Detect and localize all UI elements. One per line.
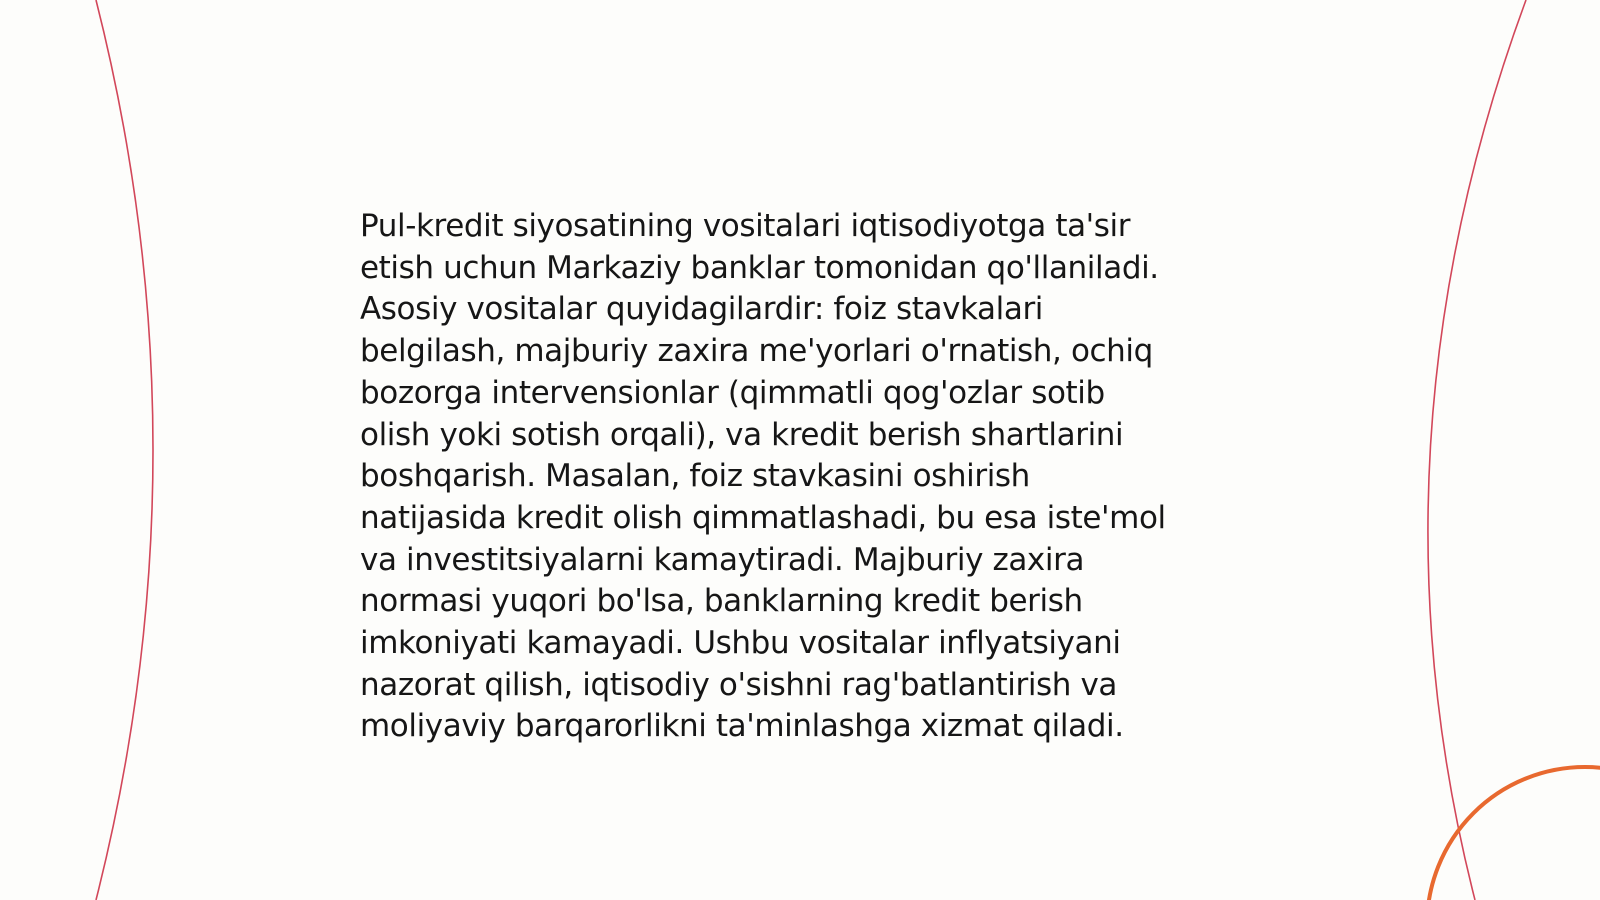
paragraph-line: bozorga intervensionlar (qimmatli qog'ozlar sotib: [360, 374, 1105, 411]
paragraph-line: Pul-kredit siyosatining vositalari iqtisodiyotga ta'sir: [360, 208, 1131, 244]
paragraph-line: Asosiy vositalar quyidagilardir: foiz stavkalari: [360, 291, 1044, 328]
paragraph-line: belgilash, majburiy zaxira me'yorlari o'rnatish, ochiq: [360, 333, 1153, 370]
paragraph-line: natijasida kredit olish qimmatlashadi, bu esa iste'mol: [360, 499, 1166, 536]
paragraph-line: normasi yuqori bo'lsa, banklarning kredit berish: [360, 583, 1083, 620]
paragraph-line: olish yoki sotish orqali), va kredit berish shartlarini: [360, 416, 1124, 453]
paragraph-line: imkoniyati kamayadi. Ushbu vositalar inflyatsiyani: [360, 625, 1121, 662]
left-red-arc: [96, 0, 153, 900]
paragraph-line: boshqarish. Masalan, foiz stavkasini oshirish: [360, 458, 1030, 495]
paragraph-line: etish uchun Markaziy banklar tomonidan qo'llaniladi.: [360, 249, 1159, 286]
paragraph-line: va investitsiyalarni kamaytiradi. Majburiy zaxira: [360, 541, 1085, 578]
paragraph-line: nazorat qilish, iqtisodiy o'sishni rag'batlantirish va: [360, 666, 1118, 703]
right-red-arc: [1428, 0, 1526, 900]
orange-circle-outline: [1427, 767, 1600, 900]
paragraph-line: moliyaviy barqarorlikni ta'minlashga xizmat qiladi.: [360, 708, 1124, 745]
body-paragraph: [360, 206, 1240, 748]
